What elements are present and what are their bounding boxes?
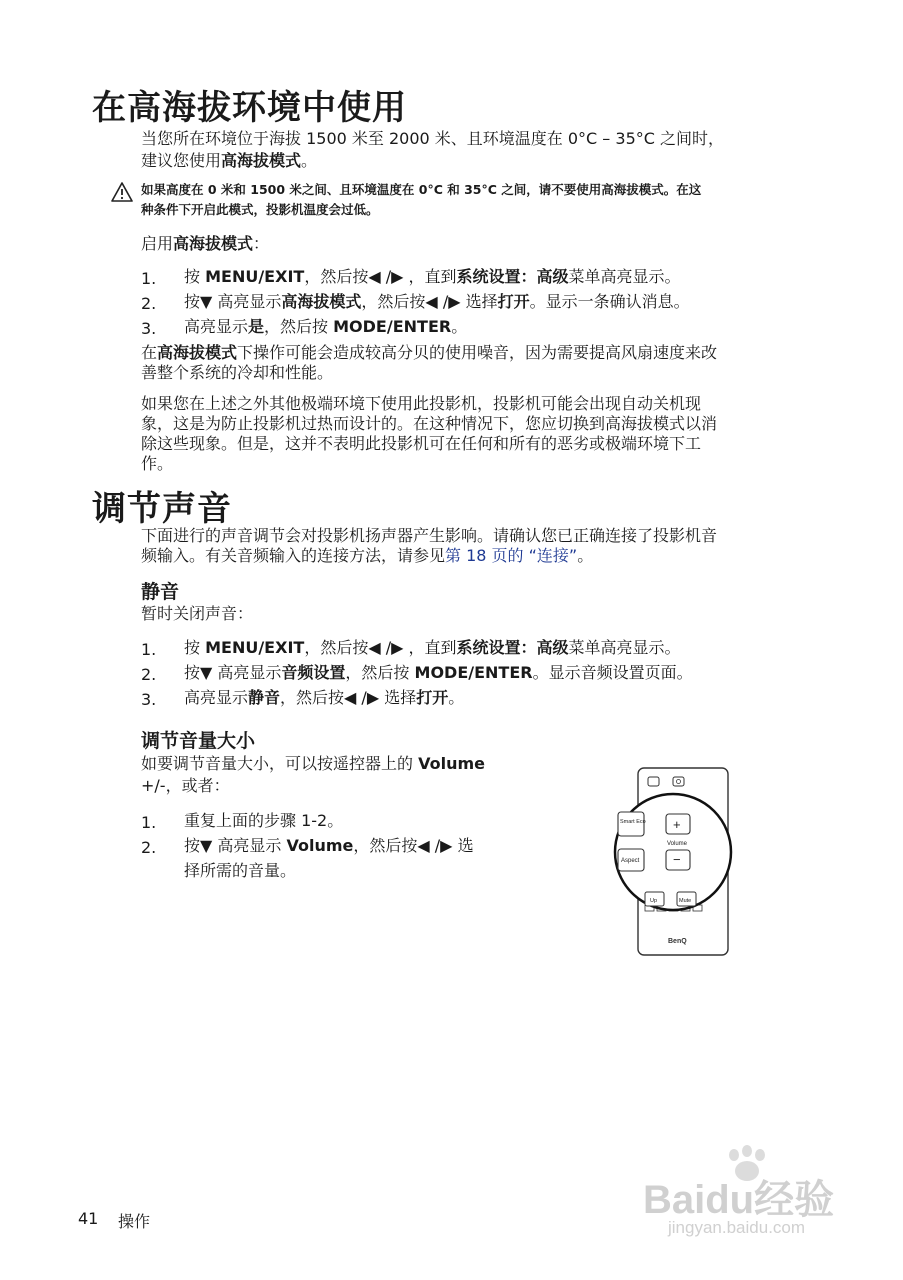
aspect-label: Aspect [621,858,640,864]
step-menu: 系统设置：高级 [456,267,569,286]
step-option: 打开 [497,292,530,311]
step-part: 按▼ 高亮显示 [184,292,282,311]
volume-heading: 调节音量大小 [141,730,256,752]
step-key: MENU/EXIT [205,267,305,286]
step-number: 1. [141,640,157,659]
step-part: 。 [448,688,465,707]
warning-line-1: 如果高度在 0 米和 1500 米之间、且环境温度在 0°C 和 35°C 之间，请不要使用高海拔模式。在这 [141,182,702,197]
step-part: ，然后按 [345,663,415,682]
enable-label [141,233,269,254]
step-key: MODE/ENTER [414,663,533,682]
mute-label: Mute [679,898,692,904]
step-part: 按 [184,267,206,286]
step-part: ，然后按◀ /▶ ，直到 [304,267,457,286]
para-text: 在 [141,343,158,362]
step-text [184,635,681,661]
paragraph-extreme-line: 如果您在上述之外其他极端环境下使用此投影机，投影机可能会出现自动关机现 [141,394,702,413]
step-number: 2. [141,294,157,313]
footer-section: 操作 [118,1212,151,1231]
step-option: 是 [248,317,265,336]
intro-punct: 。 [301,151,318,170]
section-title-high-altitude: 在高海拔环境中使用 [92,88,407,128]
step-menu: 高海拔模式 [281,292,362,311]
step-key: Volume [286,836,354,855]
step-part: 高亮显示 [184,317,249,336]
step-text [184,685,464,711]
enable-bold: 高海拔模式 [173,234,254,253]
minus-label: − [673,852,681,867]
step-number: 3. [141,319,157,338]
intro-text: 建议您使用 [141,151,222,170]
step-menu: 系统设置：高级 [456,638,569,657]
step-part: 按▼ 高亮显示 [184,663,282,682]
step-number: 2. [141,665,157,684]
step-number: 2. [141,838,157,857]
plus-label: + [673,817,681,832]
volume-description-line-2: +/-，或者： [141,776,230,795]
step-part: 按▼ 高亮显示 [184,836,287,855]
paragraph-extreme-line: 象，这是为防止投影机过热而设计的。在这种情况下，您应切换到高海拔模式以消 [141,414,718,433]
volume-description-line-1 [141,753,485,774]
watermark-brand: Baidu经验 [643,1178,835,1222]
step-part: 菜单高亮显示。 [568,267,681,286]
step-number: 1. [141,813,157,832]
page-number: 41 [78,1209,99,1228]
mute-heading: 静音 [141,581,180,603]
step-text [184,314,467,340]
step-number: 1. [141,269,157,288]
audio-intro-line-1: 下面进行的声音调节会对投影机扬声器产生影响。请确认您已正确连接了投影机音 [141,526,718,545]
watermark-url: jingyan.baidu.com [668,1218,806,1237]
intro-text: 频输入。有关音频输入的连接方法，请参见 [141,546,446,565]
paragraph-extreme-line: 作。 [141,454,174,473]
step-key: MODE/ENTER [333,317,452,336]
intro-punct: 。 [577,546,594,565]
remote-control-illustration [600,765,740,960]
step-option: 打开 [416,688,449,707]
step-text [184,833,474,859]
step-part: ，然后按◀ /▶ 选 [353,836,474,855]
step-part: ，然后按◀ /▶ 选择 [361,292,498,311]
smart-eco-label: Smart Eco [620,819,646,825]
step-option: 静音 [248,688,281,707]
step-part: 。显示音频设置页面。 [532,663,693,682]
para-text: 下操作可能会造成较高分贝的使用噪音，因为需要提高风扇速度来改 [237,343,718,362]
paragraph-noise-line-1 [141,342,717,363]
step-part: ，然后按 [264,317,334,336]
intro-bold: 高海拔模式 [221,151,302,170]
intro-line-1: 当您所在环境位于海拔 1500 米至 2000 米、且环境温度在 0°C – 35°C 之间时， [141,129,725,148]
step-text [184,264,681,290]
connection-page-link[interactable]: 第 18 页的 “连接” [445,546,578,565]
step-text [184,660,693,686]
step-part: 按 [184,638,206,657]
step-text-continued: 择所需的音量。 [184,861,297,880]
step-part: 菜单高亮显示。 [568,638,681,657]
para-bold: 高海拔模式 [157,343,238,362]
step-part: 。显示一条确认消息。 [529,292,690,311]
desc-text: 如要调节音量大小，可以按遥控器上的 [141,754,419,773]
remote-brand: BenQ [668,938,687,945]
enable-text: 启用 [141,234,174,253]
volume-label: Volume [667,841,688,847]
enable-colon: ： [253,234,270,253]
step-number: 3. [141,690,157,709]
step-text: 重复上面的步骤 1-2。 [184,811,344,830]
paragraph-extreme-line: 除这些现象。但是，这并不表明此投影机可在任何和所有的恶劣或极端环境下工 [141,434,702,453]
up-label: Up [650,898,658,904]
step-key: MENU/EXIT [205,638,305,657]
step-text [184,289,690,315]
step-part: ，然后按◀ /▶ ，直到 [304,638,457,657]
desc-bold: Volume [418,754,485,773]
warning-icon [110,181,134,203]
step-part: 。 [451,317,468,336]
warning-line-2: 种条件下开启此模式，投影机温度会过低。 [141,202,379,217]
step-part: 高亮显示 [184,688,249,707]
intro-line-2 [141,150,317,171]
step-part: ，然后按◀ /▶ 选择 [280,688,417,707]
step-menu: 音频设置 [281,663,346,682]
mute-description: 暂时关闭声音： [141,604,254,623]
audio-intro-line-2 [141,545,593,566]
section-title-audio: 调节声音 [92,489,232,529]
paragraph-noise-line-2: 善整个系统的冷却和性能。 [141,363,334,382]
